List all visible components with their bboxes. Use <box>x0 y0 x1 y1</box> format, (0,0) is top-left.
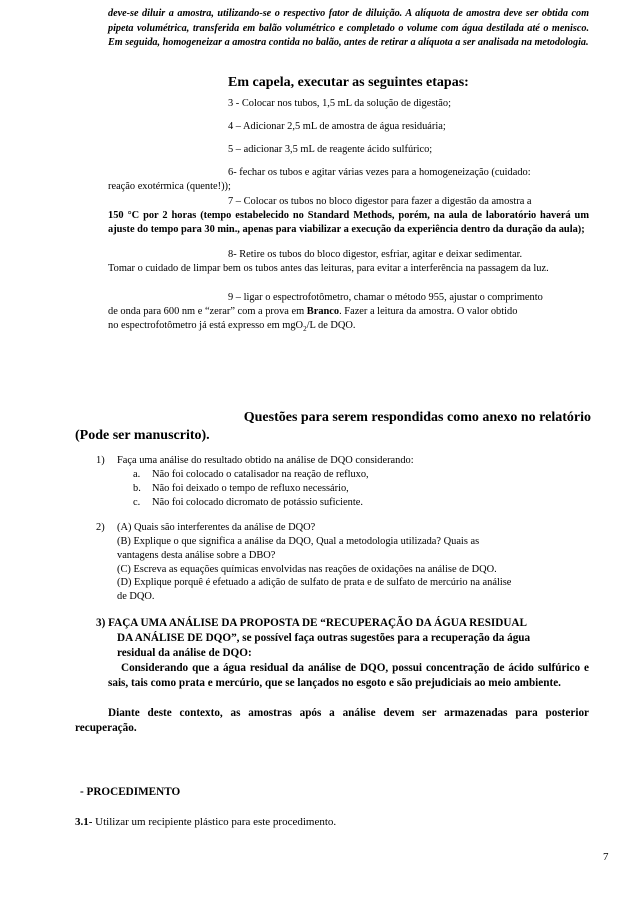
question-2-number: 2) <box>96 522 105 533</box>
branco-label: Branco <box>306 306 340 317</box>
question-2c: (C) Escreva as equações químicas envolvidas nas reações de oxidações na análise de DQO. <box>117 564 497 575</box>
step-7-bold-text: 150 °C por 2 horas (tempo estabelecido no Standard Methods, porém, na aula de laboratório haverá um ajuste do tempo para 30 min., apenas para viabilizar a execução da experiência dentro da duração da aula); <box>108 210 589 236</box>
question-2a: (A) Quais são interferentes da análise de DQO? <box>117 522 316 533</box>
question-1-number: 1) <box>96 455 105 466</box>
question-2d-line-2: de DQO. <box>117 591 155 602</box>
question-1-text: Faça uma análise do resultado obtido na análise de DQO considerando: <box>117 455 414 466</box>
step-8-text: Tomar o cuidado de limpar bem os tubos antes das leituras, para evitar a interferência na passagem da luz. <box>108 263 549 274</box>
step-4: 4 – Adicionar 2,5 mL de amostra de água residuária; <box>228 121 446 132</box>
question-1b-marker: b. <box>133 483 141 494</box>
section-heading-capela: Em capela, executar as seguintes etapas: <box>228 75 469 90</box>
step-5: 5 – adicionar 3,5 mL de reagente ácido sulfúrico; <box>228 144 433 155</box>
procedure-step-3-1: 3.1- Utilizar um recipiente plástico para este procedimento. <box>75 816 337 828</box>
page-number: 7 <box>603 851 609 863</box>
step-8-line-1: 8- Retire os tubos do bloco digestor, esfriar, agitar e deixar sedimentar. <box>228 249 523 260</box>
questions-heading <box>75 409 591 445</box>
step-3: 3 - Colocar nos tubos, 1,5 mL da solução de digestão; <box>228 98 451 109</box>
step-9-line-2: de onda para 600 nm e “zerar” com a prova em Branco. Fazer a leitura da amostra. O valor obtido <box>108 306 518 317</box>
question-2d-line-1: (D) Explique porquê é efetuado a adição de sulfato de prata e de sulfato de mercúrio na análise <box>117 577 512 588</box>
questions-heading-line-2: (Pode ser manuscrito). <box>75 428 210 443</box>
step-9-line-3: no espectrofotômetro já está expresso em mgO$_2$/L de DQO. <box>108 320 356 334</box>
question-2b-line-1: (B) Explique o que significa a análise da DQO, Qual a metodologia utilizada? Quais as <box>117 536 480 547</box>
step-6-line-1: 6- fechar os tubos e agitar várias vezes para a homogeneização (cuidado: <box>228 167 531 178</box>
question-1a-text: Não foi colocado o catalisador na reação de refluxo, <box>152 469 369 480</box>
step-9-line-1: 9 – ligar o espectrofotômetro, chamar o método 955, ajustar o comprimento <box>228 292 543 303</box>
question-3-paragraph-1: Considerando que a água residual da análise de DQO, possui concentração de ácido sulfúrico e sais, tais como prata e mercúrio, que se lançados no esgoto e são prejudiciais ao meio ambiente. <box>108 662 589 689</box>
questions-heading-line-1: Questões para serem respondidas como anexo no relatório <box>243 410 591 425</box>
question-1b-text: Não foi deixado o tempo de refluxo necessário, <box>152 483 349 494</box>
step-7-line-1: 7 – Colocar os tubos no bloco digestor para fazer a digestão da amostra a <box>228 196 532 207</box>
question-3-line-3: residual da análise de DQO: <box>117 647 252 659</box>
question-1c-marker: c. <box>133 497 141 508</box>
question-3-paragraph-2: Diante deste contexto, as amostras após a análise devem ser armazenadas para posterior recuperação. <box>75 707 589 734</box>
intro-paragraph: deve-se diluir a amostra, utilizando-se o respectivo fator de diluição. A alíquota de amostra deve ser obtida com pipeta volumétrica, transferida em balão volumétrico e completado o volume com água destilada até o menisco. Em seguida, homogeneizar a amostra contida no balão, antes de retirar a alíquota a ser analisada na metodologia. <box>108 8 589 49</box>
step-6-line-2: reação exotérmica (quente!)); <box>108 181 231 192</box>
question-1c-text: Não foi colocado dicromato de potássio suficiente. <box>152 497 363 508</box>
procedure-heading: - PROCEDIMENTO <box>80 786 181 798</box>
question-1a-marker: a. <box>133 469 141 480</box>
question-3-line-2: DA ANÁLISE DE DQO”, se possível faça outras sugestões para a recuperação da água <box>117 632 531 644</box>
question-3-line-1: 3) FAÇA UMA ANÁLISE DA PROPOSTA DE “RECUPERAÇÃO DA ÁGUA RESIDUAL <box>96 617 527 629</box>
question-2b-line-2: vantagens desta análise sobre a DBO? <box>117 550 276 561</box>
